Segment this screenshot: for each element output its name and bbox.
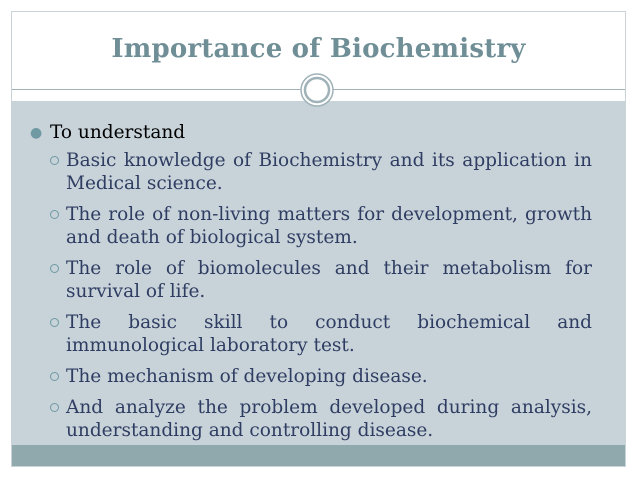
content-area (12, 101, 625, 445)
slide-frame (11, 11, 626, 467)
filled-circle-bullet-icon: ● (30, 125, 43, 141)
sub-bullet-list (30, 149, 614, 442)
hollow-circle-bullet-icon (50, 403, 59, 412)
double-ring-ornament-icon (299, 72, 335, 108)
main-bullet-text: To understand (50, 122, 186, 143)
footer-bar (12, 445, 625, 467)
hollow-circle-bullet-icon (50, 210, 59, 219)
sub-bullet-item (32, 203, 592, 249)
sub-bullet-text: The role of non-living matters for development, growth and death of biological system. (66, 204, 592, 248)
bullet-list (30, 121, 614, 450)
hollow-circle-bullet-icon (50, 372, 59, 381)
main-bullet-item (30, 121, 614, 145)
slide-title: Importance of Biochemistry (111, 34, 526, 64)
hollow-circle-bullet-icon (50, 264, 59, 273)
sub-bullet-text: And analyze the problem developed during analysis, understanding and controlling disease. (66, 397, 592, 441)
hollow-circle-bullet-icon (50, 156, 59, 165)
sub-bullet-text: The basic skill to conduct biochemical and immunological laboratory test. (66, 312, 592, 356)
sub-list-container (30, 149, 614, 442)
hollow-circle-bullet-icon (50, 318, 59, 327)
sub-bullet-text: The role of biomolecules and their metabolism for survival of life. (66, 258, 592, 302)
sub-bullet-text: Basic knowledge of Biochemistry and its application in Medical science. (66, 150, 592, 194)
sub-bullet-item (32, 365, 592, 388)
sub-bullet-text: The mechanism of developing disease. (66, 366, 428, 387)
sub-bullet-item (32, 396, 592, 442)
sub-bullet-item (32, 257, 592, 303)
sub-bullet-item (32, 149, 592, 195)
sub-bullet-item (32, 311, 592, 357)
